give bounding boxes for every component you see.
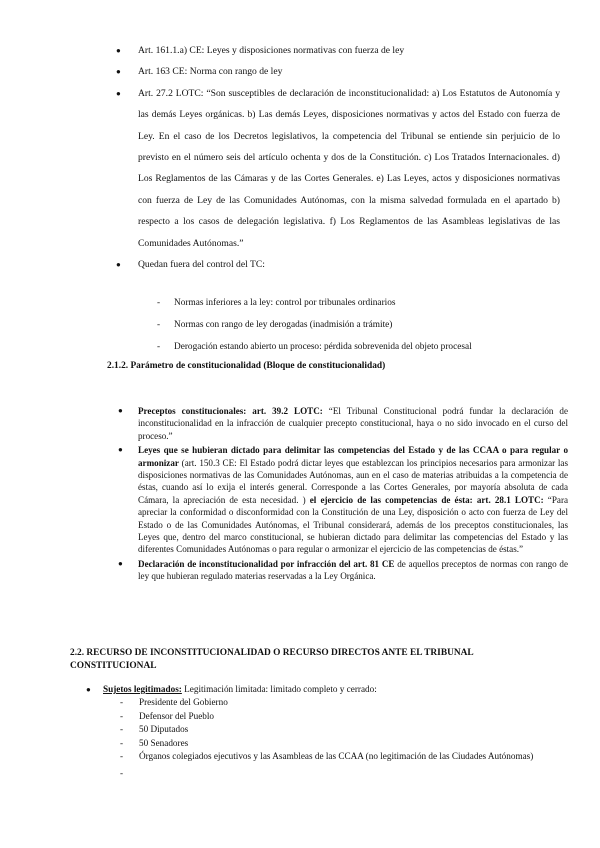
subjects-list — [0, 696, 600, 778]
list-item — [0, 40, 600, 61]
dash-icon: - — [120, 710, 124, 721]
list-item-bold: Sujetos legitimados: — [103, 684, 182, 694]
list-item-text: Presidente del Gobierno — [139, 697, 228, 707]
list-item — [0, 254, 600, 275]
list-item-text: Derogación estando abierto un proceso: pérdida sobrevenida del objeto procesal — [174, 342, 472, 352]
list-item-text: 50 Diputados — [139, 724, 189, 734]
list-item-text: Art. 163 CE: Norma con rango de ley — [138, 66, 283, 78]
list-item — [0, 710, 600, 724]
list-item — [0, 737, 600, 751]
list-item — [0, 83, 600, 254]
constitutionality-parameter-list — [0, 405, 600, 585]
list-item — [0, 750, 600, 764]
list-item-bold: Preceptos constitucionales: art. 39.2 LOTC: — [138, 406, 323, 416]
list-item-text: Art. 27.2 LOTC: “Son susceptibles de declaración de inconstitucionalidad: a) Los Estatutos de Autonomía y las demás Leyes orgánicas. b) Las demás Leyes, disposiciones normativas y actos del Estado con fuerza de Ley. En el caso de los Decretos legislativos, la competencia del Tribunal se entiende sin perjuicio de lo previsto en el número seis del artículo ochenta y dos de la Constitución. c) Los Tratados Internacionales. d) Los Reglamentos de las Cámaras y de las Cortes Generales. e) Las Leyes, actos y disposiciones normativas con fuerza de Ley de las Comunidades Autónomas, con la misma salvedad formulada en el apartado b) respecto a los casos de delegación legislativa. f) Los Reglamentos de las Asambleas legislativas de las Comunidades Autónomas.” — [138, 87, 560, 249]
list-item-text: Quedan fuera del control del TC: — [138, 259, 265, 271]
dash-icon: - — [157, 320, 161, 330]
bullet-icon: ● — [116, 88, 121, 98]
list-item — [0, 444, 600, 556]
list-item-text: “El Tribunal Constitucional podrá fundar la declaración de inconstitucionalidad en la infracción de cualquier precepto constitucional, haya o no sido invocado en el curso del proceso.” — [138, 406, 568, 441]
dash-icon: - — [120, 697, 124, 707]
dash-icon: - — [120, 767, 124, 778]
list-item-bold: Leyes que se hubieran dictado para delimitar las competencias del Estado y de las CCAA o para regular o armonizar — [138, 445, 568, 468]
list-item-bold: Declaración de inconstitucionalidad por infracción del art. 81 CE — [138, 558, 395, 569]
list-item — [0, 292, 600, 314]
bullet-icon: ● — [118, 406, 123, 415]
list-item — [0, 558, 600, 583]
list-item-text: de aquellos preceptos de normas con rango de ley que hubieran regulado materias reservadas a la Ley Orgánica. — [138, 558, 568, 582]
list-item-text: Art. 161.1.a) CE: Leyes y disposiciones normativas con fuerza de ley — [138, 45, 405, 56]
excluded-norms-list — [0, 292, 600, 358]
list-item — [0, 696, 600, 710]
bullet-icon: ● — [116, 260, 121, 270]
list-item — [0, 336, 600, 358]
list-item — [0, 723, 600, 737]
list-item-text: Defensor del Pueblo — [139, 710, 215, 721]
dash-icon: - — [157, 298, 161, 308]
section-heading-2-1-2: 2.1.2. Parámetro de constitucionalidad (Bloque de constitucionalidad) — [107, 361, 386, 371]
list-item — [0, 405, 600, 442]
list-item-text: Normas inferiores a la ley: control por tribunales ordinarios — [174, 298, 396, 308]
bullet-icon: ● — [116, 46, 121, 55]
legitimated-subjects-section — [0, 683, 600, 778]
dash-icon: - — [157, 342, 161, 352]
list-item-bold: el ejercicio de las competencias de ésta: art. 28.1 LOTC: — [305, 494, 544, 505]
list-item-text: 50 Senadores — [139, 737, 189, 748]
dash-icon: - — [120, 751, 124, 761]
list-item — [0, 314, 600, 336]
bullet-icon: ● — [86, 685, 91, 694]
list-item-text: Legitimación limitada: limitado completo y cerrado: — [181, 684, 377, 694]
bullet-icon: ● — [118, 558, 123, 568]
section-heading-2-2: 2.2. RECURSO DE INCONSTITUCIONALIDAD O RECURSO DIRECTOS ANTE EL TRIBUNAL CONSTITUCIONAL — [70, 648, 474, 671]
list-item — [0, 683, 600, 696]
dash-icon: - — [120, 724, 124, 734]
objects-of-control-list — [0, 40, 600, 275]
list-item-text: (art. 150.3 CE: El Estado podrá dictar leyes que establezcan los principios necesarios para armonizar las disposiciones normativas de las Comunidades Autónomas, aun en el caso de materias atribuidas a la competencia de éstas, cuando así lo exija el interés general. Corresponde a las Cortes Generales, por mayoría absoluta de cada Cámara, la apreciación de esta necesidad. ) — [138, 457, 568, 505]
bullet-icon: ● — [118, 445, 123, 455]
list-item — [0, 61, 600, 82]
bullet-icon: ● — [116, 67, 121, 77]
list-item-text: “Para apreciar la conformidad o disconformidad con la Constitución de una Ley, disposición o acto con fuerza de Ley del Estado o de las Comunidades Autónomas, el Tribunal considerará, además de los preceptos constitucionales, las Leyes que, dentro del marco constitucional, se hubieran dictado para delimitar las competencias del Estado y las diferentes Comunidades Autónomas o para regular o armonizar el ejercicio de las competencias de éstas.” — [138, 494, 569, 555]
list-item-text: Normas con rango de ley derogadas (inadmisión a trámite) — [174, 320, 393, 330]
dash-icon: - — [120, 737, 124, 748]
list-item-text: Órganos colegiados ejecutivos y las Asambleas de las CCAA (no legitimación de las Ciudades Autónomas) — [139, 751, 534, 761]
